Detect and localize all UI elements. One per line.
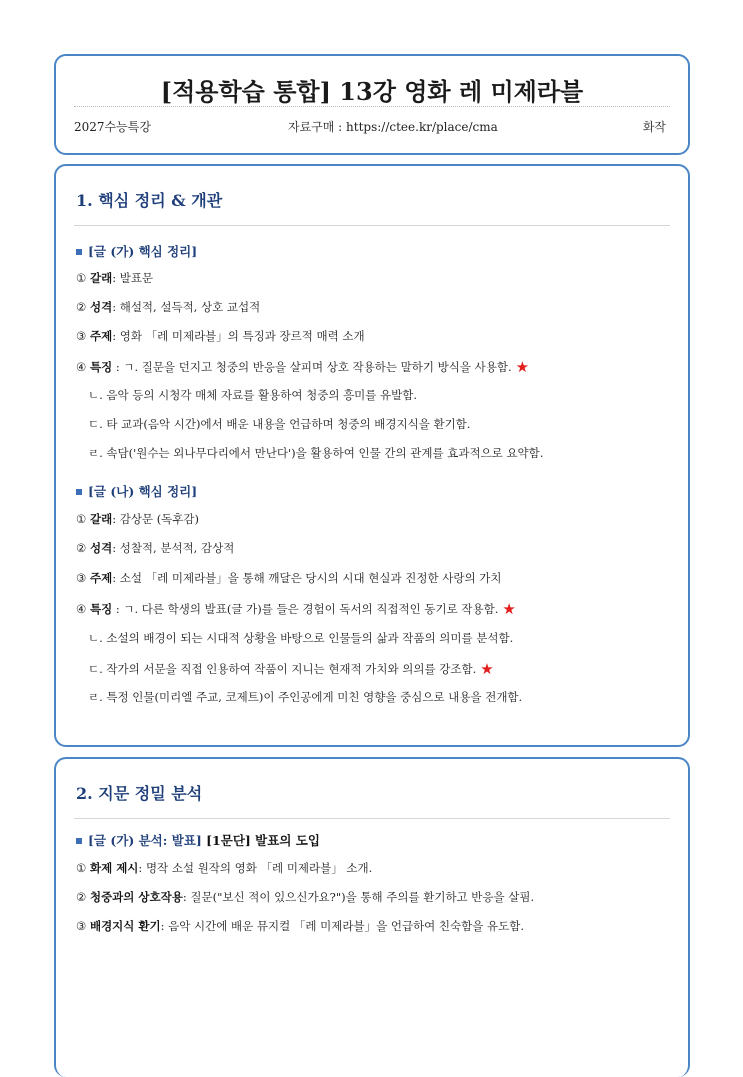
item-number: ③ bbox=[76, 329, 87, 343]
item-number: ② bbox=[76, 541, 87, 555]
item-number: ③ bbox=[76, 919, 87, 933]
item-number: ④ bbox=[76, 360, 87, 374]
list-item bbox=[76, 889, 678, 905]
section-divider bbox=[74, 225, 670, 226]
page-title: [적용학습 통합] 13강 영화 레 미제라블 bbox=[160, 77, 584, 106]
list-item bbox=[76, 328, 678, 344]
item-number: ① bbox=[76, 861, 87, 875]
item-text: : ㄱ. 다른 학생의 발표(글 가)를 들은 경험이 독서의 직접적인 동기로 작용함. bbox=[112, 602, 499, 616]
item-number: ② bbox=[76, 890, 87, 904]
item-label: 배경지식 환기 bbox=[89, 919, 161, 933]
item-label: 성격 bbox=[89, 541, 113, 555]
section-detailed-analysis bbox=[54, 757, 690, 1077]
subheading-text: [글 (가) 핵심 정리] bbox=[88, 244, 198, 259]
list-item bbox=[76, 357, 678, 375]
square-bullet-icon bbox=[76, 838, 82, 844]
item-text: : 감상문 (독후감) bbox=[112, 512, 199, 526]
item-label: 갈래 bbox=[89, 512, 113, 526]
square-bullet-icon bbox=[76, 489, 82, 495]
item-label: 화제 제시 bbox=[89, 861, 139, 875]
list-item bbox=[76, 599, 678, 617]
star-icon: ★ bbox=[480, 660, 494, 678]
item-text: : 발표문 bbox=[112, 271, 154, 285]
list-subitem: ㄹ. 속담('원수는 외나무다리에서 만난다')을 활용하여 인물 간의 관계를 효과적으로 요약함. bbox=[88, 446, 544, 460]
item-label: 주제 bbox=[89, 329, 113, 343]
star-icon: ★ bbox=[502, 600, 516, 618]
list-item bbox=[76, 860, 678, 876]
section-title: 1. 핵심 정리 & 개관 bbox=[76, 191, 223, 210]
item-label: 특징 bbox=[89, 360, 113, 374]
item-label: 성격 bbox=[89, 300, 113, 314]
subitem-text: ㄷ. 작가의 서문을 직접 인용하여 작품이 지니는 현재적 가치와 의의를 강조함. bbox=[88, 662, 477, 676]
subheading-na bbox=[76, 482, 678, 500]
subheading-text: [글 (나) 핵심 정리] bbox=[88, 484, 198, 499]
item-text: : 영화 「레 미제라블」의 특징과 장르적 매력 소개 bbox=[112, 329, 365, 343]
header-divider bbox=[74, 106, 670, 107]
header-purchase-link[interactable]: 자료구매 : https://ctee.kr/place/cma bbox=[288, 120, 498, 134]
item-label: 청중과의 상호작용 bbox=[89, 890, 183, 904]
item-label: 갈래 bbox=[89, 271, 113, 285]
square-bullet-icon bbox=[76, 249, 82, 255]
list-item bbox=[76, 570, 678, 586]
list-subitem: ㄷ. 타 교과(음악 시간)에서 배운 내용을 언급하며 청중의 배경지식을 환기함. bbox=[88, 417, 471, 431]
section-core-summary bbox=[54, 164, 690, 747]
subheading-ga bbox=[76, 242, 678, 260]
header-category: 화작 bbox=[642, 120, 666, 134]
item-label: 특징 bbox=[89, 602, 113, 616]
star-icon: ★ bbox=[515, 358, 530, 376]
list-item bbox=[76, 511, 678, 527]
subheading-analysis bbox=[76, 831, 678, 849]
item-number: ① bbox=[76, 271, 87, 285]
item-text: : ㄱ. 질문을 던지고 청중의 반응을 살피며 상호 작용하는 말하기 방식을 사용함. bbox=[112, 360, 512, 374]
item-number: ④ bbox=[76, 602, 87, 616]
item-label: 주제 bbox=[89, 571, 113, 585]
item-number: ② bbox=[76, 300, 87, 314]
list-item bbox=[76, 299, 678, 315]
item-number: ③ bbox=[76, 571, 87, 585]
item-text: : 소설 「레 미제라블」을 통해 깨달은 당시의 시대 현실과 진정한 사랑의 가치 bbox=[112, 571, 502, 585]
item-text: : 성찰적, 분석적, 감상적 bbox=[112, 541, 235, 555]
list-subitem: ㄴ. 음악 등의 시청각 매체 자료를 활용하여 청중의 흥미를 유발함. bbox=[88, 388, 418, 402]
header-box bbox=[54, 54, 690, 155]
list-item bbox=[76, 540, 678, 556]
section-title: 2. 지문 정밀 분석 bbox=[76, 784, 203, 803]
item-text: : 질문("보신 적이 있으신가요?")을 통해 주의를 환기하고 반응을 살핌. bbox=[182, 890, 535, 904]
list-item bbox=[76, 918, 678, 934]
item-text: : 해설적, 설득적, 상호 교섭적 bbox=[112, 300, 261, 314]
item-number: ① bbox=[76, 512, 87, 526]
section-divider bbox=[74, 818, 670, 819]
subheading-text: [글 (가) 분석: 발표] bbox=[88, 833, 207, 848]
item-text: : 음악 시간에 배운 뮤지컬 「레 미제라블」을 언급하여 친숙함을 유도함. bbox=[160, 919, 525, 933]
list-item bbox=[76, 270, 678, 286]
list-subitem: ㄹ. 특정 인물(미리엘 주교, 코제트)이 주인공에게 미친 영향을 중심으로 내용을 전개함. bbox=[88, 690, 523, 704]
subheading-paragraph: [1문단] 발표의 도입 bbox=[206, 833, 320, 848]
list-subitem: ㄴ. 소설의 배경이 되는 시대적 상황을 바탕으로 인물들의 삶과 작품의 의미를 분석함. bbox=[88, 631, 514, 645]
header-subject: 2027수능특강 bbox=[74, 120, 151, 134]
item-text: : 명작 소설 원작의 영화 「레 미제라블」 소개. bbox=[138, 861, 373, 875]
list-subitem bbox=[88, 659, 678, 677]
